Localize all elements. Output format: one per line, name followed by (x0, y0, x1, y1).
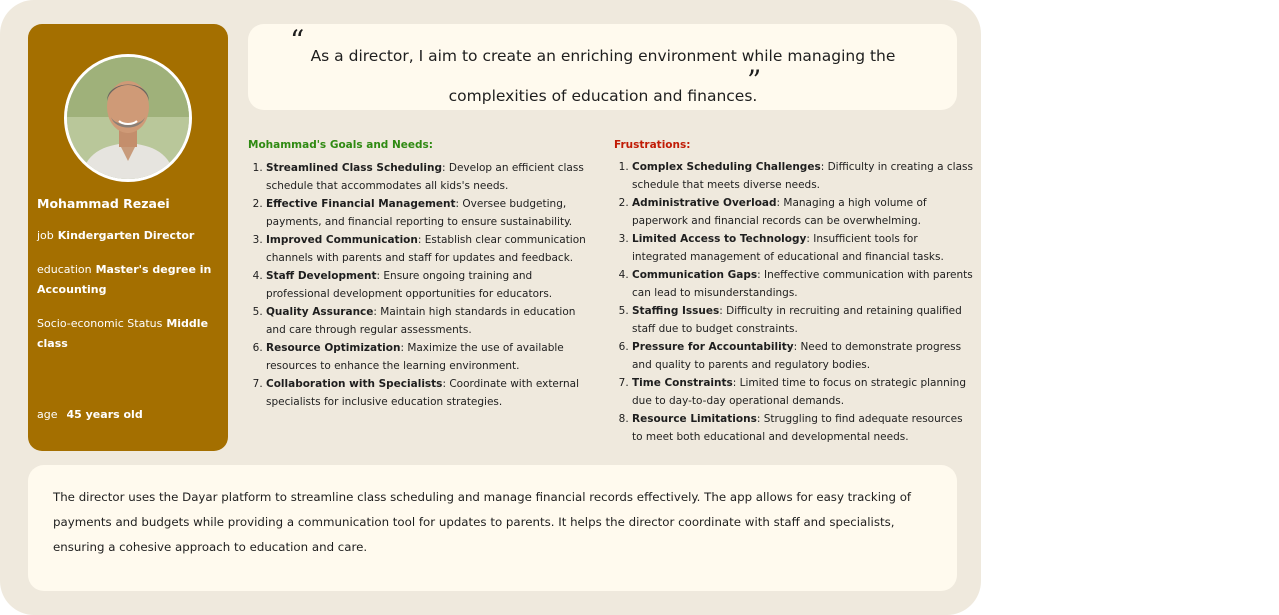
quote-text: As a director, I aim to create an enriching environment while managing the complexities of education and finances. (310, 47, 896, 105)
list-item: 3. Improved Communication: Establish clear communication channels with parents and staff for updates and feedback. (266, 231, 588, 267)
list-item: 2. Administrative Overload: Managing a high volume of paperwork and financial records can be overwhelming. (632, 194, 975, 230)
close-quote-icon: ” (747, 64, 762, 97)
age-value: 45 years old (66, 408, 143, 421)
socio-economic-value: Middle class (37, 317, 209, 350)
goals-list (248, 159, 588, 411)
list-item: 5. Quality Assurance: Maintain high standards in education and care through regular assessments. (266, 303, 588, 339)
list-item: 2. Effective Financial Management: Oversee budgeting, payments, and financial reporting to ensure sustainability. (266, 195, 588, 231)
frustrations-list (614, 158, 975, 446)
profile-panel (28, 24, 228, 451)
job-label: job (37, 229, 54, 242)
goals-title: Mohammad's Goals and Needs: (248, 139, 433, 151)
avatar (64, 54, 192, 182)
avatar-photo (67, 57, 189, 179)
summary-box (28, 465, 957, 591)
education-field (37, 260, 217, 300)
socio-economic-label: Socio-economic Status (37, 317, 163, 330)
list-item: 4. Staff Development: Ensure ongoing training and professional development opportunities for educators. (266, 267, 588, 303)
quote-box (248, 24, 957, 110)
job-field (37, 226, 217, 246)
education-value: Master's degree in Accounting (37, 263, 212, 296)
list-item: 6. Pressure for Accountability: Need to demonstrate progress and quality to parents and regulatory bodies. (632, 338, 975, 374)
list-item: 1. Complex Scheduling Challenges: Difficulty in creating a class schedule that meets diverse needs. (632, 158, 975, 194)
age-field (37, 405, 217, 425)
job-value: Kindergarten Director (57, 229, 195, 242)
list-item: 3. Limited Access to Technology: Insufficient tools for integrated management of educational and financial tasks. (632, 230, 975, 266)
frustrations-title: Frustrations: (614, 139, 691, 151)
age-label: age (37, 408, 58, 421)
summary-text: The director uses the Dayar platform to streamline class scheduling and manage financial records effectively. The app allows for easy tracking of payments and budgets while providing a communication tool for updates to parents. It helps the director coordinate with staff and specialists, ensuring a cohesive approach to education and care. (53, 490, 912, 554)
list-item: 7. Collaboration with Specialists: Coordinate with external specialists for inclusive education strategies. (266, 375, 588, 411)
education-label: education (37, 263, 92, 276)
list-item: 5. Staffing Issues: Difficulty in recruiting and retaining qualified staff due to budget constraints. (632, 302, 975, 338)
socio-economic-field (37, 314, 217, 354)
list-item: 7. Time Constraints: Limited time to focus on strategic planning due to day-to-day operational demands. (632, 374, 975, 410)
list-item: 1. Streamlined Class Scheduling: Develop an efficient class schedule that accommodates all kids's needs. (266, 159, 588, 195)
list-item: 8. Resource Limitations: Struggling to find adequate resources to meet both educational and developmental needs. (632, 410, 975, 446)
list-item: 6. Resource Optimization: Maximize the use of available resources to enhance the learning environment. (266, 339, 588, 375)
list-item: 4. Communication Gaps: Ineffective communication with parents can lead to misunderstandings. (632, 266, 975, 302)
open-quote-icon: “ (290, 24, 305, 57)
persona-name: Mohammad Rezaei (37, 196, 170, 211)
